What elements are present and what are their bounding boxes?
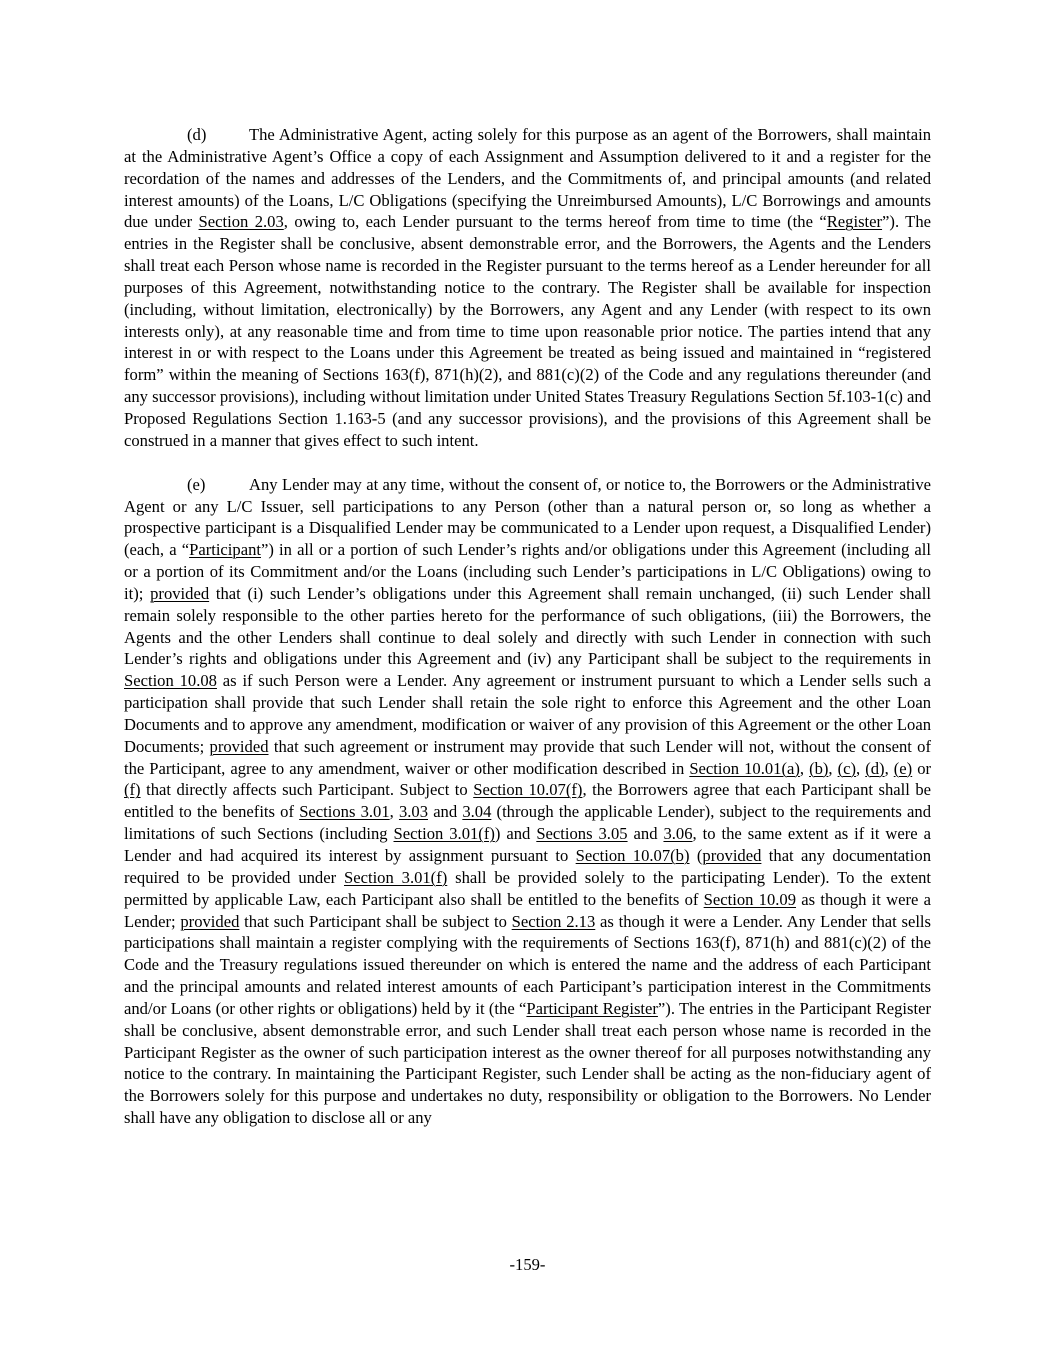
defined-term: Participant Register	[526, 998, 658, 1018]
paragraph-text: (	[689, 846, 703, 865]
section-reference: Section 3.01(f)	[393, 824, 495, 844]
paragraph-text: ,	[828, 758, 838, 778]
paragraph-label: (e)	[187, 474, 206, 494]
section-reference: Section 3.01(f)	[344, 867, 448, 887]
paragraph-text: that any documentation required to be provided under	[124, 846, 931, 887]
paragraph-text: that such agreement or instrument may provide that such Lender will not, without the consent of the Participant, agree to any amendment, waiver or other modification described in	[124, 736, 931, 778]
section-reference: Section 10.07(f)	[473, 780, 583, 800]
paragraph-text: and	[428, 802, 463, 822]
paragraph-e	[124, 474, 931, 1129]
proviso-term: provided	[702, 846, 762, 865]
paragraph-text: ,	[799, 758, 810, 778]
paragraph-d	[124, 124, 931, 452]
section-reference: Sections 3.05	[536, 824, 628, 844]
section-reference: Section 2.13	[511, 911, 596, 931]
defined-term: Register	[826, 212, 883, 232]
defined-term: Participant	[189, 540, 261, 560]
paragraph-text: Any Lender may at any time, without the consent of, or notice to, the Borrowers or the Administrative Agent or any L/C Issuer, sell participations to any Person (other than a natural person or, so long as whether a prospective participant is a Disqualified Lender may be communicated to a Lender upon request, a Disqualified Lender) (each, a “	[124, 474, 931, 560]
document-page	[124, 124, 931, 1129]
paragraph-text: ,	[389, 802, 399, 822]
section-reference: Sections 3.01	[299, 802, 390, 822]
section-reference: 3.04	[462, 802, 492, 822]
proviso-term: provided	[209, 736, 269, 756]
section-reference: Section 10.09	[703, 889, 797, 909]
section-reference: Section 10.08	[124, 671, 217, 691]
section-reference: Section 10.01(a)	[689, 758, 800, 778]
paragraph-text: shall be provided solely to the participating Lender). To the extent permitted by applicable Law, each Participant also shall be entitled to the benefits of	[124, 867, 931, 909]
paragraph-text: as though it were a Lender;	[124, 889, 931, 931]
paragraph-label: (d)	[187, 125, 207, 144]
paragraph-text: (through the applicable Lender), subject to the requirements and limitations of such Sections (including	[124, 802, 931, 844]
paragraph-text: that (i) such Lender’s obligations under this Agreement shall remain unchanged, (ii) such Lender shall remain solely responsible to the other parties hereto for the performance of such obligations, (iii) the Borrowers, the Agents and the other Lenders shall continue to deal solely and directly with such Lender in connection with such Lender’s rights and obligations under this Agreement and (iv) any Participant shall be subject to the requirements in	[124, 583, 931, 669]
section-reference: (b)	[809, 758, 829, 778]
paragraph-text: that directly affects such Participant. Subject to	[140, 780, 474, 800]
section-reference: 3.06	[663, 824, 693, 844]
paragraph-text: ,	[856, 758, 866, 778]
section-reference: 3.03	[398, 802, 429, 822]
proviso-term: provided	[150, 583, 210, 603]
page-number: -159-	[509, 1255, 546, 1274]
paragraph-text: or	[912, 758, 932, 778]
section-reference: (c)	[837, 758, 857, 778]
paragraph-text: The Administrative Agent, acting solely for this purpose as an agent of the Borrowers, shall maintain at the Administrative Agent’s Office a copy of each Assignment and Assumption delivered to it and a register for the recordation of the names and addresses of the Lenders, and the Commitments of, and principal amounts (and related interest amounts) of the Loans, L/C Obligations (specifying the Unreimbursed Amounts), L/C Borrowings and amounts due under	[124, 125, 931, 232]
paragraph-text: as though it were a Lender. Any Lender that sells participations shall maintain a register complying with the requirements of Sections 163(f), 871(h) and 881(c)(2) of the Code and the Treasury regulations issued thereunder on which is entered the name and the address of each Participant and the principal amounts and related interest amounts of each Participant’s participation interest in the Commitments and/or Loans (or other rights or obligations) held by it (the “	[124, 911, 931, 1018]
paragraph-text: ) and	[494, 824, 537, 844]
proviso-term: provided	[180, 911, 240, 931]
paragraph-text: ”). The entries in the Register shall be conclusive, absent demonstrable error, and the Borrowers, the Agents and the Lenders shall treat each Person whose name is recorded in the Register pursuant to the terms hereof as a Lender hereunder for all purposes of this Agreement, notwithstanding notice to the contrary. The Register shall be available for inspection (including, without limitation, electronically) by the Borrowers, any Agent and any Lender (with respect to its own interests only), at any reasonable time and from time to time upon reasonable prior notice. The parties intend that any interest in or with respect to the Loans under this Agreement be treated as being issued and maintained in “registered form” within the meaning of Sections 163(f), 871(h)(2), and 881(c)(2) of the Code and any regulations thereunder (and any successor provisions), including without limitation under United States Treasury Regulations Section 5f.103-1(c) and Proposed Regulations Section 1.163-5 (and any successor provisions), and the provisions of this Agreement shall be construed in a manner that gives effect to such intent.	[124, 212, 931, 450]
section-reference: Section 10.07(b)	[575, 846, 690, 865]
section-reference: (d)	[865, 758, 885, 778]
paragraph-text: ”) in all or a portion of such Lender’s rights and/or obligations under this Agreement (including all or a portion of its Commitment and/or the Loans (including such Lender’s participations in L/C Obligations) owing to it);	[124, 540, 932, 603]
paragraph-text: ”). The entries in the Participant Register shall be conclusive, absent demonstrable error, and such Lender shall treat each person whose name is recorded in the Participant Register as the owner of such participation interest as the owner thereof for all purposes notwithstanding any notice to the contrary. In maintaining the Participant Register, such Lender shall be acting as the non-fiduciary agent of the Borrowers solely for this purpose and undertakes no duty, responsibility or obligation to the Borrowers. No Lender shall have any obligation to disclose all or any	[124, 998, 931, 1128]
paragraph-text: , the Borrowers agree that each Participant shall be entitled to the benefits of	[124, 780, 932, 822]
section-reference: (e)	[893, 758, 913, 778]
paragraph-text: and	[627, 824, 664, 844]
paragraph-text: , owing to, each Lender pursuant to the terms hereof from time to time (the “	[283, 212, 827, 232]
section-reference: Section 2.03	[198, 212, 284, 232]
paragraph-text: ,	[884, 758, 894, 778]
paragraph-text: , to the same extent as if it were a Lender and had acquired its interest by assignment pursuant to	[124, 824, 931, 865]
paragraph-text: that such Participant shall be subject to	[239, 911, 512, 931]
paragraph-text: as if such Person were a Lender. Any agreement or instrument pursuant to which a Lender sells such a participation shall provide that such Lender shall retain the sole right to enforce this Agreement and the other Loan Documents and to approve any amendment, modification or waiver of any provision of this Agreement or the other Loan Documents;	[124, 671, 931, 756]
section-reference: (f)	[124, 780, 141, 800]
